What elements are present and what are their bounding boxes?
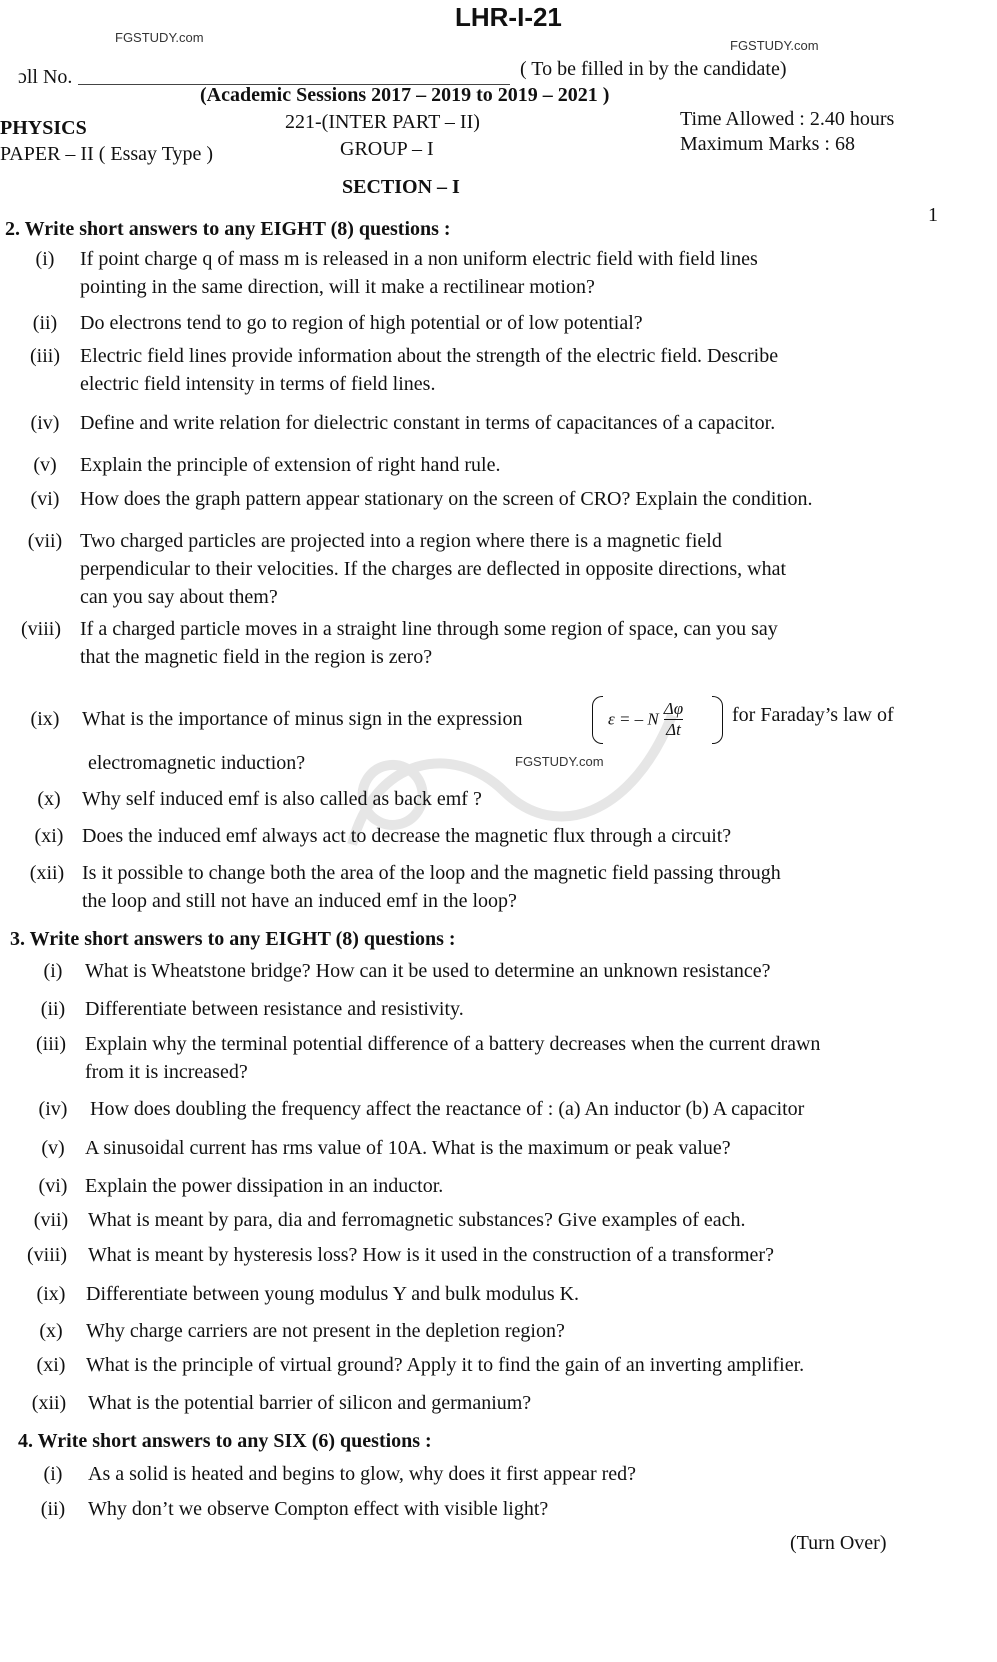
- item-text: A sinusoidal current has rms value of 10A. What is the maximum or peak value?: [85, 1137, 731, 1159]
- item-text: What is the potential barrier of silicon and germanium?: [88, 1392, 532, 1414]
- item-number: (xii): [29, 862, 65, 884]
- paper-type: PAPER – II ( Essay Type ): [0, 143, 214, 165]
- item-text: What is Wheatstone bridge? How can it be used to determine an unknown resistance?: [85, 960, 771, 982]
- item-number: (iv): [38, 1098, 68, 1120]
- item-number: (ix): [36, 1283, 66, 1305]
- item-text: Why self induced emf is also called as back emf ?: [82, 788, 482, 810]
- item-text: Explain the principle of extension of right hand rule.: [80, 454, 501, 476]
- item-text: Does the induced emf always act to decrease the magnetic flux through a circuit?: [82, 825, 732, 847]
- item-text: What is meant by hysteresis loss? How is it used in the construction of a transformer?: [88, 1244, 774, 1266]
- item-text: electric field intensity in terms of field lines.: [80, 373, 436, 395]
- item-number: (i): [43, 1463, 63, 1485]
- item-text: perpendicular to their velocities. If the charges are deflected in opposite directions, what: [80, 558, 787, 580]
- group: GROUP – I: [340, 138, 434, 160]
- item-number: (iv): [30, 412, 60, 434]
- item-number: (v): [33, 454, 57, 476]
- item-number: (xi): [34, 825, 64, 847]
- roll-note: ( To be filled in by the candidate): [520, 58, 787, 80]
- item-number: (i): [35, 248, 55, 270]
- academic-sessions: (Academic Sessions 2017 – 2019 to 2019 – 2021 ): [200, 84, 610, 106]
- item-text: What is meant by para, dia and ferromagnetic substances? Give examples of each.: [88, 1209, 746, 1231]
- watermark-text: FGSTUDY.com: [515, 754, 604, 769]
- item-text: How does the graph pattern appear stationary on the screen of CRO? Explain the condition.: [80, 488, 813, 510]
- item-text: Why don’t we observe Compton effect with visible light?: [88, 1498, 549, 1520]
- faraday-formula: [608, 699, 683, 740]
- item-number: (i): [43, 960, 63, 982]
- item-text: Electric field lines provide information about the strength of the electric field. Describe: [80, 345, 779, 367]
- item-text: What is the importance of minus sign in the expression: [82, 708, 523, 730]
- question-2-title: 2. Write short answers to any EIGHT (8) questions :: [5, 218, 451, 240]
- item-number: (ii): [40, 1498, 66, 1520]
- item-number: (iii): [36, 1033, 66, 1055]
- page-number: 1: [928, 204, 938, 226]
- formula-paren: [712, 696, 723, 744]
- time-allowed: Time Allowed : 2.40 hours: [680, 108, 895, 130]
- item-text: the loop and still not have an induced emf in the loop?: [82, 890, 517, 912]
- item-number: (x): [39, 1320, 63, 1342]
- question-4-title: 4. Write short answers to any SIX (6) questions :: [18, 1430, 432, 1452]
- question-3-title: 3. Write short answers to any EIGHT (8) questions :: [10, 928, 456, 950]
- item-text: If a charged particle moves in a straight line through some region of space, can you say: [80, 618, 778, 640]
- item-text: Explain the power dissipation in an inductor.: [85, 1175, 444, 1197]
- paper-code: LHR-I-21: [455, 2, 562, 32]
- item-number: (viii): [21, 618, 61, 640]
- section-title: SECTION – I: [342, 176, 460, 198]
- item-number: (viii): [27, 1244, 67, 1266]
- item-text: can you say about them?: [80, 586, 278, 608]
- roll-number-label: ɔll No.: [18, 66, 73, 88]
- item-text: How does doubling the frequency affect the reactance of : (a) An inductor (b) A capacitor: [90, 1098, 805, 1120]
- item-number: (x): [37, 788, 61, 810]
- formula-paren: [592, 696, 603, 744]
- item-number: (xi): [36, 1354, 66, 1376]
- watermark-text: FGSTUDY.com: [730, 38, 819, 53]
- item-number: (iii): [30, 345, 60, 367]
- item-number: (vi): [38, 1175, 68, 1197]
- turn-over-note: (Turn Over): [790, 1532, 887, 1554]
- subject: PHYSICS: [0, 117, 87, 139]
- formula-numerator: Δφ: [663, 699, 684, 718]
- item-number: (vi): [30, 488, 60, 510]
- item-number: (vii): [33, 1209, 69, 1231]
- maximum-marks: Maximum Marks : 68: [680, 133, 855, 155]
- item-text: for Faraday’s law of: [732, 704, 894, 726]
- item-text: electromagnetic induction?: [88, 752, 306, 774]
- item-number: (ii): [40, 998, 66, 1020]
- item-number: (xii): [31, 1392, 67, 1414]
- item-text: Differentiate between young modulus Y and bulk modulus K.: [86, 1283, 580, 1305]
- item-text: If point charge q of mass m is released in a non uniform electric field with field lines: [80, 248, 758, 270]
- item-text: from it is increased?: [85, 1061, 248, 1083]
- item-text: As a solid is heated and begins to glow, why does it first appear red?: [88, 1463, 637, 1485]
- item-text: What is the principle of virtual ground? Apply it to find the gain of an inverting amplifier.: [86, 1354, 805, 1376]
- item-text: Why charge carriers are not present in the depletion region?: [86, 1320, 565, 1342]
- paper-part: 221-(INTER PART – II): [285, 111, 480, 133]
- item-number: (vii): [27, 530, 63, 552]
- item-number: (ix): [30, 708, 60, 730]
- item-number: (v): [41, 1137, 65, 1159]
- item-text: Explain why the terminal potential difference of a battery decreases when the current drawn: [85, 1033, 821, 1055]
- item-text: pointing in the same direction, will it make a rectilinear motion?: [80, 276, 595, 298]
- item-text: Differentiate between resistance and resistivity.: [85, 998, 464, 1020]
- formula-denominator: Δt: [666, 720, 681, 739]
- item-text: Two charged particles are projected into a region where there is a magnetic field: [80, 530, 722, 552]
- item-number: (ii): [32, 312, 58, 334]
- formula-lhs: ε = – N: [608, 709, 659, 729]
- item-text: Define and write relation for dielectric constant in terms of capacitances of a capacitor.: [80, 412, 776, 434]
- item-text: Do electrons tend to go to region of high potential or of low potential?: [80, 312, 643, 334]
- item-text: that the magnetic field in the region is zero?: [80, 646, 433, 668]
- watermark-text: FGSTUDY.com: [115, 30, 204, 45]
- item-text: Is it possible to change both the area of the loop and the magnetic field passing through: [82, 862, 781, 884]
